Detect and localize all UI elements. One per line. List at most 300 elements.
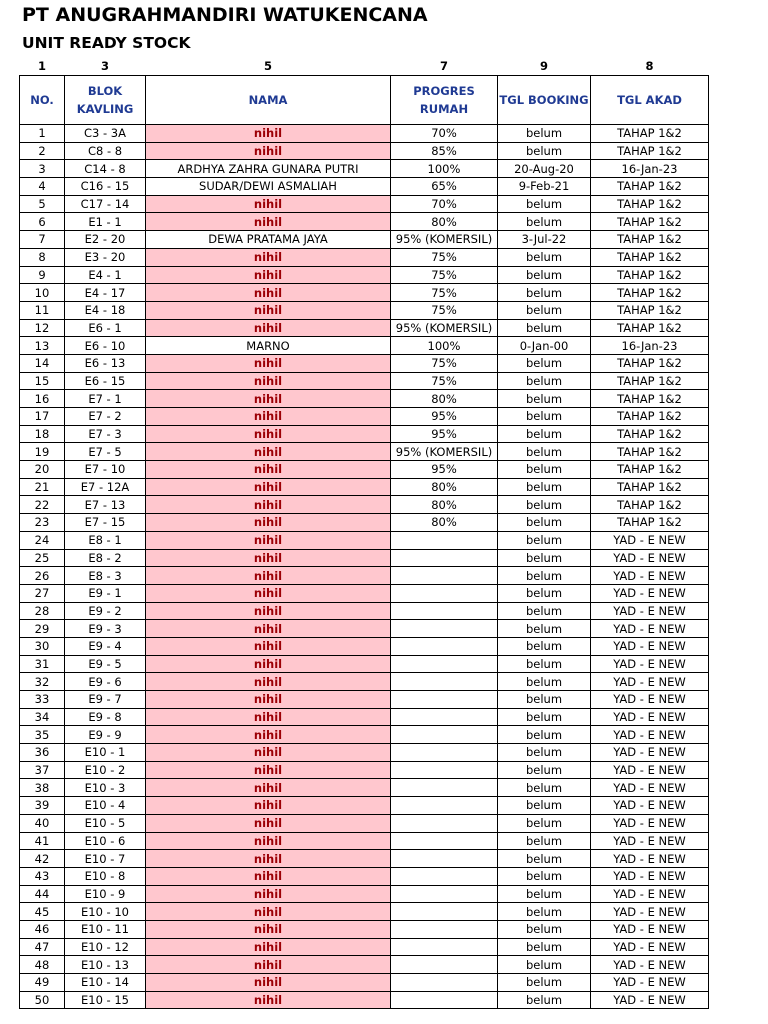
cell-tgl-akad: TAHAP 1&2 [591, 248, 709, 266]
cell-tgl-akad: TAHAP 1&2 [591, 231, 709, 249]
cell-nama: nihil [146, 708, 391, 726]
cell-nama: MARNO [146, 337, 391, 355]
cell-progres [391, 744, 498, 762]
cell-progres: 75% [391, 248, 498, 266]
cell-blok-kavling: E7 - 1 [65, 390, 146, 408]
cell-nama: nihil [146, 319, 391, 337]
cell-no: 31 [20, 655, 65, 673]
cell-tgl-booking: belum [498, 744, 591, 762]
table-row [20, 602, 709, 620]
table-row [20, 301, 709, 319]
cell-no: 16 [20, 390, 65, 408]
cell-progres: 70% [391, 125, 498, 143]
cell-tgl-akad: TAHAP 1&2 [591, 372, 709, 390]
cell-tgl-booking: belum [498, 125, 591, 143]
cell-nama: nihil [146, 867, 391, 885]
cell-no: 44 [20, 885, 65, 903]
cell-tgl-booking: belum [498, 213, 591, 231]
cell-no: 15 [20, 372, 65, 390]
table-row [20, 496, 709, 514]
header-tgl-akad: TGL AKAD [591, 76, 709, 125]
cell-progres: 100% [391, 337, 498, 355]
cell-tgl-booking: belum [498, 867, 591, 885]
table-row [20, 620, 709, 638]
cell-progres [391, 691, 498, 709]
cell-blok-kavling: E10 - 14 [65, 974, 146, 992]
cell-nama: nihil [146, 637, 391, 655]
table-row [20, 142, 709, 160]
cell-tgl-akad: YAD - E NEW [591, 903, 709, 921]
column-number: 3 [100, 59, 109, 73]
table-row [20, 213, 709, 231]
cell-no: 8 [20, 248, 65, 266]
cell-no: 27 [20, 584, 65, 602]
column-number-row [20, 57, 709, 76]
header-no: NO. [20, 76, 65, 125]
cell-no: 2 [20, 142, 65, 160]
cell-no: 25 [20, 549, 65, 567]
cell-no: 10 [20, 284, 65, 302]
cell-tgl-akad: YAD - E NEW [591, 726, 709, 744]
cell-nama: nihil [146, 761, 391, 779]
table-row [20, 708, 709, 726]
table-row [20, 514, 709, 532]
cell-tgl-akad: TAHAP 1&2 [591, 390, 709, 408]
cell-tgl-booking: belum [498, 354, 591, 372]
column-number: 1 [37, 59, 46, 73]
table-row [20, 726, 709, 744]
cell-nama: nihil [146, 142, 391, 160]
cell-nama: nihil [146, 125, 391, 143]
cell-tgl-booking: belum [498, 850, 591, 868]
cell-progres: 95% [391, 425, 498, 443]
cell-tgl-booking: belum [498, 885, 591, 903]
header-progres-rumah [391, 76, 498, 125]
cell-tgl-akad: YAD - E NEW [591, 956, 709, 974]
cell-tgl-booking: belum [498, 443, 591, 461]
cell-tgl-booking: belum [498, 602, 591, 620]
cell-tgl-akad: TAHAP 1&2 [591, 408, 709, 426]
cell-tgl-booking: 20-Aug-20 [498, 160, 591, 178]
table-row [20, 584, 709, 602]
cell-tgl-booking: belum [498, 637, 591, 655]
cell-progres [391, 584, 498, 602]
cell-progres: 80% [391, 514, 498, 532]
table-row [20, 178, 709, 196]
cell-nama: nihil [146, 673, 391, 691]
column-number: 8 [645, 59, 654, 73]
cell-tgl-booking: belum [498, 726, 591, 744]
cell-tgl-booking: 9-Feb-21 [498, 178, 591, 196]
header-row [20, 76, 709, 125]
cell-tgl-booking: belum [498, 584, 591, 602]
cell-tgl-booking: belum [498, 673, 591, 691]
cell-tgl-booking: belum [498, 761, 591, 779]
cell-tgl-akad: TAHAP 1&2 [591, 354, 709, 372]
column-number: 9 [539, 59, 548, 73]
cell-nama: nihil [146, 195, 391, 213]
table-row [20, 655, 709, 673]
cell-blok-kavling: E1 - 1 [65, 213, 146, 231]
cell-nama: nihil [146, 832, 391, 850]
cell-no: 18 [20, 425, 65, 443]
cell-nama: nihil [146, 956, 391, 974]
cell-tgl-akad: TAHAP 1&2 [591, 142, 709, 160]
cell-no: 33 [20, 691, 65, 709]
cell-nama: nihil [146, 390, 391, 408]
cell-blok-kavling: E10 - 1 [65, 744, 146, 762]
table-row [20, 549, 709, 567]
cell-blok-kavling: E10 - 5 [65, 814, 146, 832]
cell-no: 32 [20, 673, 65, 691]
cell-blok-kavling: E9 - 5 [65, 655, 146, 673]
column-number: 7 [439, 59, 448, 73]
cell-no: 4 [20, 178, 65, 196]
column-number: 5 [263, 59, 272, 73]
header-kavling-line: KAVLING [76, 102, 134, 116]
cell-no: 19 [20, 443, 65, 461]
cell-no: 26 [20, 567, 65, 585]
cell-no: 3 [20, 160, 65, 178]
cell-tgl-akad: YAD - E NEW [591, 885, 709, 903]
cell-nama: nihil [146, 425, 391, 443]
cell-progres: 80% [391, 478, 498, 496]
cell-tgl-akad: YAD - E NEW [591, 708, 709, 726]
table-row [20, 425, 709, 443]
stock-table [19, 57, 709, 1009]
cell-progres [391, 726, 498, 744]
cell-blok-kavling: C16 - 15 [65, 178, 146, 196]
cell-tgl-akad: YAD - E NEW [591, 602, 709, 620]
cell-nama: nihil [146, 938, 391, 956]
cell-blok-kavling: E7 - 13 [65, 496, 146, 514]
header-tgl-booking: TGL BOOKING [498, 76, 591, 125]
cell-blok-kavling: E10 - 3 [65, 779, 146, 797]
cell-blok-kavling: E10 - 2 [65, 761, 146, 779]
cell-no: 38 [20, 779, 65, 797]
cell-progres: 70% [391, 195, 498, 213]
cell-tgl-akad: YAD - E NEW [591, 620, 709, 638]
cell-tgl-booking: belum [498, 567, 591, 585]
cell-tgl-akad: YAD - E NEW [591, 832, 709, 850]
cell-no: 14 [20, 354, 65, 372]
cell-progres [391, 620, 498, 638]
cell-tgl-booking: belum [498, 956, 591, 974]
cell-nama: nihil [146, 408, 391, 426]
cell-no: 40 [20, 814, 65, 832]
cell-no: 24 [20, 531, 65, 549]
cell-no: 47 [20, 938, 65, 956]
cell-tgl-booking: belum [498, 549, 591, 567]
table-row [20, 231, 709, 249]
cell-nama: nihil [146, 266, 391, 284]
cell-nama: nihil [146, 744, 391, 762]
cell-progres [391, 920, 498, 938]
cell-tgl-akad: TAHAP 1&2 [591, 284, 709, 302]
table-row [20, 744, 709, 762]
cell-tgl-akad: YAD - E NEW [591, 744, 709, 762]
cell-tgl-akad: TAHAP 1&2 [591, 125, 709, 143]
cell-blok-kavling: C14 - 8 [65, 160, 146, 178]
cell-progres [391, 867, 498, 885]
table-row [20, 319, 709, 337]
cell-blok-kavling: E8 - 1 [65, 531, 146, 549]
cell-tgl-akad: TAHAP 1&2 [591, 478, 709, 496]
cell-tgl-booking: belum [498, 797, 591, 815]
cell-nama: nihil [146, 567, 391, 585]
cell-tgl-akad: YAD - E NEW [591, 761, 709, 779]
cell-tgl-akad: TAHAP 1&2 [591, 213, 709, 231]
cell-progres: 80% [391, 213, 498, 231]
cell-blok-kavling: C17 - 14 [65, 195, 146, 213]
cell-nama: nihil [146, 726, 391, 744]
cell-nama: nihil [146, 691, 391, 709]
table-row [20, 354, 709, 372]
cell-tgl-akad: TAHAP 1&2 [591, 496, 709, 514]
cell-progres: 65% [391, 178, 498, 196]
cell-blok-kavling: E10 - 4 [65, 797, 146, 815]
cell-nama: nihil [146, 903, 391, 921]
cell-no: 9 [20, 266, 65, 284]
cell-progres [391, 850, 498, 868]
cell-tgl-akad: YAD - E NEW [591, 814, 709, 832]
cell-blok-kavling: E7 - 15 [65, 514, 146, 532]
cell-no: 7 [20, 231, 65, 249]
cell-tgl-akad: YAD - E NEW [591, 867, 709, 885]
table-row [20, 920, 709, 938]
table-row [20, 761, 709, 779]
table-row [20, 408, 709, 426]
cell-tgl-booking: belum [498, 408, 591, 426]
cell-blok-kavling: E9 - 4 [65, 637, 146, 655]
cell-tgl-akad: YAD - E NEW [591, 991, 709, 1009]
cell-tgl-booking: belum [498, 920, 591, 938]
cell-tgl-booking: belum [498, 655, 591, 673]
page-title: PT ANUGRAHMANDIRI WATUKENCANA [22, 4, 428, 26]
cell-tgl-booking: belum [498, 319, 591, 337]
cell-no: 35 [20, 726, 65, 744]
cell-tgl-booking: belum [498, 531, 591, 549]
cell-tgl-akad: TAHAP 1&2 [591, 266, 709, 284]
cell-no: 12 [20, 319, 65, 337]
cell-no: 21 [20, 478, 65, 496]
cell-tgl-booking: belum [498, 248, 591, 266]
cell-blok-kavling: E7 - 12A [65, 478, 146, 496]
table-row [20, 195, 709, 213]
cell-nama: nihil [146, 920, 391, 938]
cell-no: 49 [20, 974, 65, 992]
cell-no: 1 [20, 125, 65, 143]
cell-no: 50 [20, 991, 65, 1009]
cell-nama: nihil [146, 620, 391, 638]
cell-blok-kavling: C8 - 8 [65, 142, 146, 160]
table-row [20, 956, 709, 974]
table-row [20, 885, 709, 903]
table-row [20, 832, 709, 850]
cell-tgl-akad: YAD - E NEW [591, 974, 709, 992]
cell-blok-kavling: E6 - 1 [65, 319, 146, 337]
cell-progres [391, 814, 498, 832]
table-row [20, 266, 709, 284]
cell-no: 29 [20, 620, 65, 638]
cell-blok-kavling: E9 - 8 [65, 708, 146, 726]
cell-nama: nihil [146, 814, 391, 832]
cell-blok-kavling: E4 - 17 [65, 284, 146, 302]
cell-progres: 95% (KOMERSIL) [391, 319, 498, 337]
cell-tgl-akad: TAHAP 1&2 [591, 443, 709, 461]
cell-progres: 95% (KOMERSIL) [391, 443, 498, 461]
cell-tgl-akad: TAHAP 1&2 [591, 319, 709, 337]
table-row [20, 938, 709, 956]
cell-blok-kavling: E4 - 18 [65, 301, 146, 319]
header-blok-line: BLOK [87, 84, 123, 98]
table-row [20, 673, 709, 691]
cell-tgl-booking: belum [498, 496, 591, 514]
cell-progres: 95% [391, 461, 498, 479]
cell-progres [391, 549, 498, 567]
cell-no: 43 [20, 867, 65, 885]
cell-tgl-akad: YAD - E NEW [591, 655, 709, 673]
cell-tgl-akad: 16-Jan-23 [591, 160, 709, 178]
cell-tgl-akad: YAD - E NEW [591, 797, 709, 815]
cell-tgl-akad: YAD - E NEW [591, 920, 709, 938]
cell-blok-kavling: E10 - 10 [65, 903, 146, 921]
table-row [20, 125, 709, 143]
cell-blok-kavling: E9 - 2 [65, 602, 146, 620]
cell-tgl-akad: YAD - E NEW [591, 531, 709, 549]
table-row [20, 160, 709, 178]
cell-no: 41 [20, 832, 65, 850]
cell-no: 30 [20, 637, 65, 655]
cell-no: 13 [20, 337, 65, 355]
cell-nama: nihil [146, 443, 391, 461]
table-row [20, 814, 709, 832]
cell-no: 17 [20, 408, 65, 426]
cell-tgl-akad: TAHAP 1&2 [591, 425, 709, 443]
cell-nama: nihil [146, 213, 391, 231]
table-row [20, 531, 709, 549]
cell-blok-kavling: E10 - 9 [65, 885, 146, 903]
cell-tgl-booking: belum [498, 301, 591, 319]
cell-blok-kavling: E6 - 13 [65, 354, 146, 372]
cell-tgl-booking: belum [498, 814, 591, 832]
cell-tgl-akad: TAHAP 1&2 [591, 178, 709, 196]
cell-no: 23 [20, 514, 65, 532]
table-row [20, 390, 709, 408]
cell-progres: 95% (KOMERSIL) [391, 231, 498, 249]
cell-progres [391, 832, 498, 850]
cell-progres: 75% [391, 266, 498, 284]
cell-blok-kavling: E7 - 3 [65, 425, 146, 443]
cell-tgl-booking: 3-Jul-22 [498, 231, 591, 249]
table-row [20, 779, 709, 797]
cell-blok-kavling: E7 - 2 [65, 408, 146, 426]
cell-no: 28 [20, 602, 65, 620]
cell-tgl-booking: belum [498, 284, 591, 302]
cell-progres: 85% [391, 142, 498, 160]
cell-blok-kavling: E7 - 10 [65, 461, 146, 479]
cell-no: 22 [20, 496, 65, 514]
table-row [20, 797, 709, 815]
cell-blok-kavling: E10 - 13 [65, 956, 146, 974]
table-row [20, 637, 709, 655]
cell-nama: nihil [146, 797, 391, 815]
cell-blok-kavling: E10 - 15 [65, 991, 146, 1009]
cell-no: 39 [20, 797, 65, 815]
cell-nama: nihil [146, 248, 391, 266]
cell-no: 37 [20, 761, 65, 779]
cell-progres [391, 602, 498, 620]
table-body [20, 125, 709, 1009]
table-row [20, 443, 709, 461]
cell-progres [391, 991, 498, 1009]
cell-blok-kavling: E9 - 6 [65, 673, 146, 691]
cell-tgl-akad: YAD - E NEW [591, 850, 709, 868]
cell-nama: nihil [146, 478, 391, 496]
cell-tgl-akad: YAD - E NEW [591, 779, 709, 797]
cell-tgl-akad: TAHAP 1&2 [591, 301, 709, 319]
cell-blok-kavling: E6 - 10 [65, 337, 146, 355]
table-row [20, 248, 709, 266]
cell-nama: nihil [146, 779, 391, 797]
cell-tgl-akad: YAD - E NEW [591, 584, 709, 602]
cell-no: 36 [20, 744, 65, 762]
cell-tgl-booking: belum [498, 903, 591, 921]
cell-tgl-booking: belum [498, 938, 591, 956]
table-row [20, 974, 709, 992]
cell-nama: nihil [146, 885, 391, 903]
cell-tgl-booking: belum [498, 514, 591, 532]
cell-tgl-booking: belum [498, 478, 591, 496]
cell-nama: nihil [146, 301, 391, 319]
cell-progres: 80% [391, 496, 498, 514]
cell-nama: SUDAR/DEWI ASMALIAH [146, 178, 391, 196]
cell-progres [391, 708, 498, 726]
cell-blok-kavling: C3 - 3A [65, 125, 146, 143]
cell-no: 11 [20, 301, 65, 319]
cell-progres [391, 673, 498, 691]
cell-progres [391, 938, 498, 956]
cell-tgl-akad: TAHAP 1&2 [591, 461, 709, 479]
cell-tgl-akad: YAD - E NEW [591, 673, 709, 691]
cell-tgl-akad: 16-Jan-23 [591, 337, 709, 355]
cell-no: 42 [20, 850, 65, 868]
cell-tgl-booking: belum [498, 461, 591, 479]
cell-no: 20 [20, 461, 65, 479]
cell-nama: nihil [146, 354, 391, 372]
table-row [20, 284, 709, 302]
cell-tgl-booking: belum [498, 974, 591, 992]
cell-progres [391, 531, 498, 549]
cell-no: 45 [20, 903, 65, 921]
cell-progres [391, 761, 498, 779]
cell-blok-kavling: E9 - 9 [65, 726, 146, 744]
cell-tgl-akad: TAHAP 1&2 [591, 195, 709, 213]
cell-nama: ARDHYA ZAHRA GUNARA PUTRI [146, 160, 391, 178]
cell-progres [391, 567, 498, 585]
page-subtitle: UNIT READY STOCK [22, 34, 191, 52]
cell-progres: 80% [391, 390, 498, 408]
cell-blok-kavling: E3 - 20 [65, 248, 146, 266]
cell-progres: 95% [391, 408, 498, 426]
cell-nama: nihil [146, 372, 391, 390]
cell-progres [391, 885, 498, 903]
cell-nama: nihil [146, 584, 391, 602]
cell-tgl-booking: belum [498, 372, 591, 390]
cell-tgl-akad: YAD - E NEW [591, 691, 709, 709]
cell-progres [391, 779, 498, 797]
cell-blok-kavling: E6 - 15 [65, 372, 146, 390]
